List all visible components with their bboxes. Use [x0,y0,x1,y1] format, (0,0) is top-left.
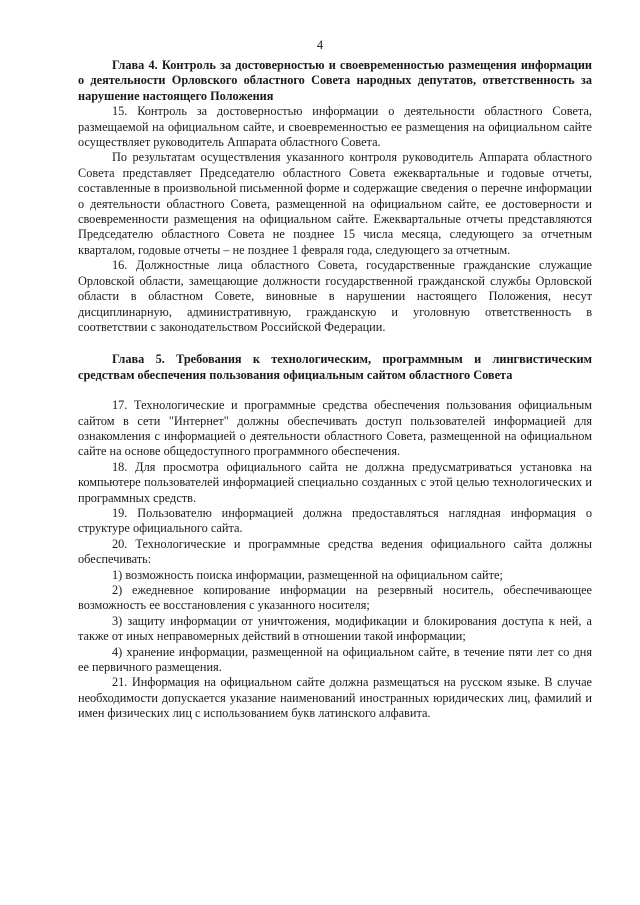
paragraph-19: 19. Пользователю информацией должна предоставляться наглядная информация о структуре официального сайта. [78,505,592,536]
page-number: 4 [316,38,324,52]
paragraph-15: 15. Контроль за достоверностью информации о деятельности областного Совета, размещаемой на официальном сайте, и своевременностью ее размещения на официальном сайте осуществляет руководитель Аппарата областного Совета. [78,104,592,150]
paragraph-20: 20. Технологические и программные средства ведения официального сайта должны обеспечивать: [78,536,592,567]
paragraph-15-report: По результатам осуществления указанного контроля руководитель Аппарата областного Совета представляет Председателю областного Совета ежеквартальные и годовые отчеты, составленные в произвольной письменной форме и содержащие сведения о перечне информации о деятельности областного Совета, размещенной на официальном сайте, ее достоверности и своевременности размещения на официальном сайте. Ежеквартальные отчеты представляются Председателю областного Совета не позднее 15 числа месяца, следующего за отчетным кварталом, годовые отчеты – не позднее 1 февраля года, следующего за отчетным. [78,150,592,257]
section-gap [78,335,592,352]
heading-gap [78,383,592,398]
list-item-4: 4) хранение информации, размещенной на официальном сайте, в течение пяти лет со дня ее первичного размещения. [78,644,592,675]
list-item-3: 3) защиту информации от уничтожения, модификации и блокирования доступа к ней, а также от иных неправомерных действий в отношении такой информации; [78,613,592,644]
chapter-5-heading: Глава 5. Требования к технологическим, программным и лингвистическим средствам обеспечения пользования официальным сайтом областного Совета [78,352,592,382]
list-item-2: 2) ежедневное копирование информации на резервный носитель, обеспечивающее возможность ее восстановления с указанного носителя; [78,583,592,613]
paragraph-17: 17. Технологические и программные средства обеспечения пользования официальным сайтом в сети "Интернет" должны обеспечивать доступ пользователей информацией для ознакомления с информацией о деятельности областного Совета, размещенной на официальном сайте на основе общедоступного программного обеспечения. [78,398,592,459]
document-body [78,58,592,722]
chapter-4-heading: Глава 4. Контроль за достоверностью и своевременностью размещения информации о деятельности Орловского областного Совета народных депутатов, ответственность за нарушение настоящего Положения [78,58,592,103]
list-item-1: 1) возможность поиска информации, размещенной на официальном сайте; [112,567,503,582]
chapter-4 [78,58,592,335]
chapter-5 [78,352,592,721]
paragraph-18: 18. Для просмотра официального сайта не должна предусматриваться установка на компьютере пользователей информацией специально созданных с этой целью технологических и программных средств. [78,459,592,505]
paragraph-16: 16. Должностные лица областного Совета, государственные гражданские служащие Орловской области, замещающие должности государственной гражданской службы Орловской области в областном Совете, виновные в нарушении настоящего Положения, несут дисциплинарную, административную, гражданскую и уголовную ответственность в соответствии с законодательством Российской Федерации. [78,258,592,334]
paragraph-21: 21. Информация на официальном сайте должна размещаться на русском языке. В случае необходимости допускается указание наименований иностранных юридических лиц, фамилий и имен физических лиц с использованием букв латинского алфавита. [78,675,592,721]
